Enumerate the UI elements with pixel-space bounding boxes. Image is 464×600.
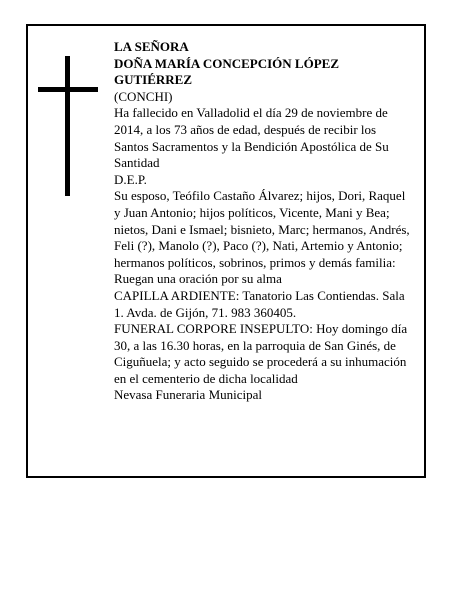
chapel-info: CAPILLA ARDIENTE: Tanatorio Las Contiendas. Sala 1. Avda. de Gijón, 71. 983 360405. bbox=[114, 287, 405, 320]
cross-horizontal-bar bbox=[38, 87, 98, 92]
funeral-home: Nevasa Funeraria Municipal bbox=[114, 387, 263, 403]
funeral-info: FUNERAL CORPORE INSEPULTO: Hoy domingo día 30, a las 16.30 horas, en la parroquia de San Ginés, de Ciguñuela; y acto seguido se procederá a su inhumación en el cementerio de dicha localidad bbox=[114, 321, 408, 386]
death-notice: Ha fallecido en Valladolid el día 29 de noviembre de 2014, a los 73 años de edad, después de recibir los Santos Sacramentos y la Bendición Apostólica de Su Santidad bbox=[114, 105, 389, 171]
cross-icon bbox=[38, 56, 98, 196]
deceased-name: DOÑA MARÍA CONCEPCIÓN LÓPEZ GUTIÉRREZ bbox=[114, 55, 339, 88]
family-list: Su esposo, Teófilo Castaño Álvarez; hijos, Dori, Raquel y Juan Antonio; hijos políticos, Vicente, Mani y Bea; nietos, Dani e Ismael; bisnieto, Marc; hermanos, Andrés, Feli (?), Manolo (?), Paco (?), Nati, Artemio y Antonio; hermanos políticos, sobrinos, primos y demás familia: bbox=[114, 188, 410, 270]
obituary-text bbox=[114, 39, 414, 404]
cross-vertical-bar bbox=[65, 56, 70, 196]
heading-title: LA SEÑORA bbox=[114, 39, 189, 54]
rest-in-peace: D.E.P. bbox=[114, 171, 147, 187]
prayer-request: Ruegan una oración por su alma bbox=[114, 271, 282, 287]
deceased-nickname: (CONCHI) bbox=[114, 88, 173, 104]
